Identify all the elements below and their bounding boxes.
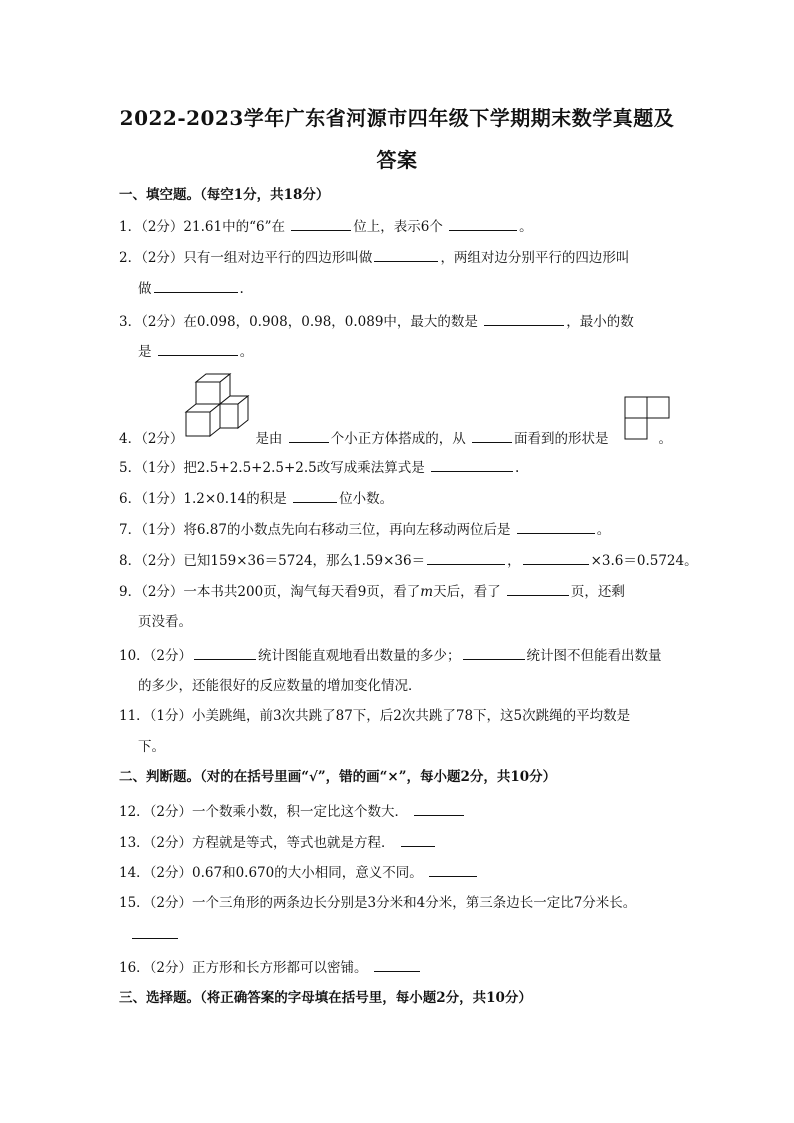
section2-heading: 二、判断题。（对的在括号里画“√”，错的画“×”，每小题2分，共10分） — [119, 769, 557, 785]
answer-blank[interactable] — [158, 341, 238, 356]
answer-blank[interactable] — [194, 645, 256, 660]
answer-blank[interactable] — [291, 216, 351, 231]
answer-blank[interactable] — [374, 247, 438, 262]
question-15: 15．（2分）一个三角形的两条边长分别是3分米和4分米，第三条边长一定比7分米长。 — [119, 895, 637, 911]
question-6: 6．（1分）1.2×0.14的积是 位小数。 — [119, 488, 393, 509]
answer-blank[interactable] — [449, 216, 517, 231]
question-11-cont: 下。 — [138, 739, 165, 755]
answer-blank[interactable] — [427, 550, 505, 565]
question-2: 2．（2分）只有一组对边平行的四边形叫做 ，两组对边分别平行的四边形叫 — [119, 247, 629, 268]
answer-blank[interactable] — [429, 862, 477, 877]
question-4: 4．（2分） 是由 个小正方体搭成的，从 面看到的形状是 。 — [119, 428, 672, 449]
answer-blank[interactable] — [374, 957, 420, 972]
question-13: 13．（2分）方程就是等式，等式也就是方程． — [119, 832, 437, 853]
answer-blank[interactable] — [293, 488, 337, 503]
question-9: 9．（2分）一本书共200页，淘气每天看9页，看了m天后，看了 页，还剩 — [119, 581, 625, 602]
answer-blank[interactable] — [431, 457, 513, 472]
question-10-cont: 的多少，还能很好的反应数量的增加变化情况． — [138, 678, 422, 694]
question-15-cont — [130, 924, 180, 945]
question-1: 1．（2分）21.61中的“6”在 位上，表示6个 。 — [119, 216, 533, 237]
section3-heading: 三、选择题。（将正确答案的字母填在括号里，每小题2分，共10分） — [119, 990, 532, 1006]
question-14: 14．（2分）0.67和0.670的大小相同，意义不同。 — [119, 862, 479, 883]
question-3: 3．（2分）在0.098，0.908，0.98，0.089中，最大的数是 ，最小的数 — [119, 311, 634, 332]
view-shape-figure — [624, 396, 670, 440]
answer-blank[interactable] — [484, 311, 564, 326]
document-title-line2: 答案 — [376, 148, 418, 172]
question-16: 16．（2分）正方形和长方形都可以密铺。 — [119, 957, 422, 978]
answer-blank[interactable] — [523, 550, 589, 565]
answer-blank[interactable] — [414, 801, 464, 816]
question-2-cont: 做 . — [138, 278, 244, 299]
document-title-line1: 2022-2023学年广东省河源市四年级下学期期末数学真题及 — [119, 106, 675, 130]
question-8: 8．（2分）已知159×36＝5724，那么1.59×36＝ ， ×3.6＝0.5724。 — [119, 550, 698, 571]
answer-blank[interactable] — [289, 428, 329, 443]
question-3-cont: 是 。 — [138, 341, 253, 362]
question-11: 11．（1分）小美跳绳，前3次共跳了87下，后2次共跳了78下，这5次跳绳的平均数是 — [119, 708, 631, 724]
question-10: 10．（2分） 统计图能直观地看出数量的多少； 统计图不但能看出数量 — [119, 645, 662, 666]
question-7: 7．（1分）将6.87的小数点先向右移动三位，再向左移动两位后是 。 — [119, 519, 610, 540]
question-5: 5．（1分）把2.5+2.5+2.5+2.5改写成乘法算式是 . — [119, 457, 519, 478]
answer-blank[interactable] — [132, 924, 178, 939]
answer-blank[interactable] — [154, 278, 238, 293]
section1-heading: 一、填空题。（每空1分，共18分） — [119, 187, 330, 203]
answer-blank[interactable] — [507, 581, 569, 596]
answer-blank[interactable] — [463, 645, 525, 660]
answer-blank[interactable] — [517, 519, 595, 534]
question-12: 12．（2分）一个数乘小数，积一定比这个数大． — [119, 801, 466, 822]
answer-blank[interactable] — [472, 428, 512, 443]
answer-blank[interactable] — [401, 832, 435, 847]
question-9-cont: 页没看。 — [138, 614, 192, 630]
